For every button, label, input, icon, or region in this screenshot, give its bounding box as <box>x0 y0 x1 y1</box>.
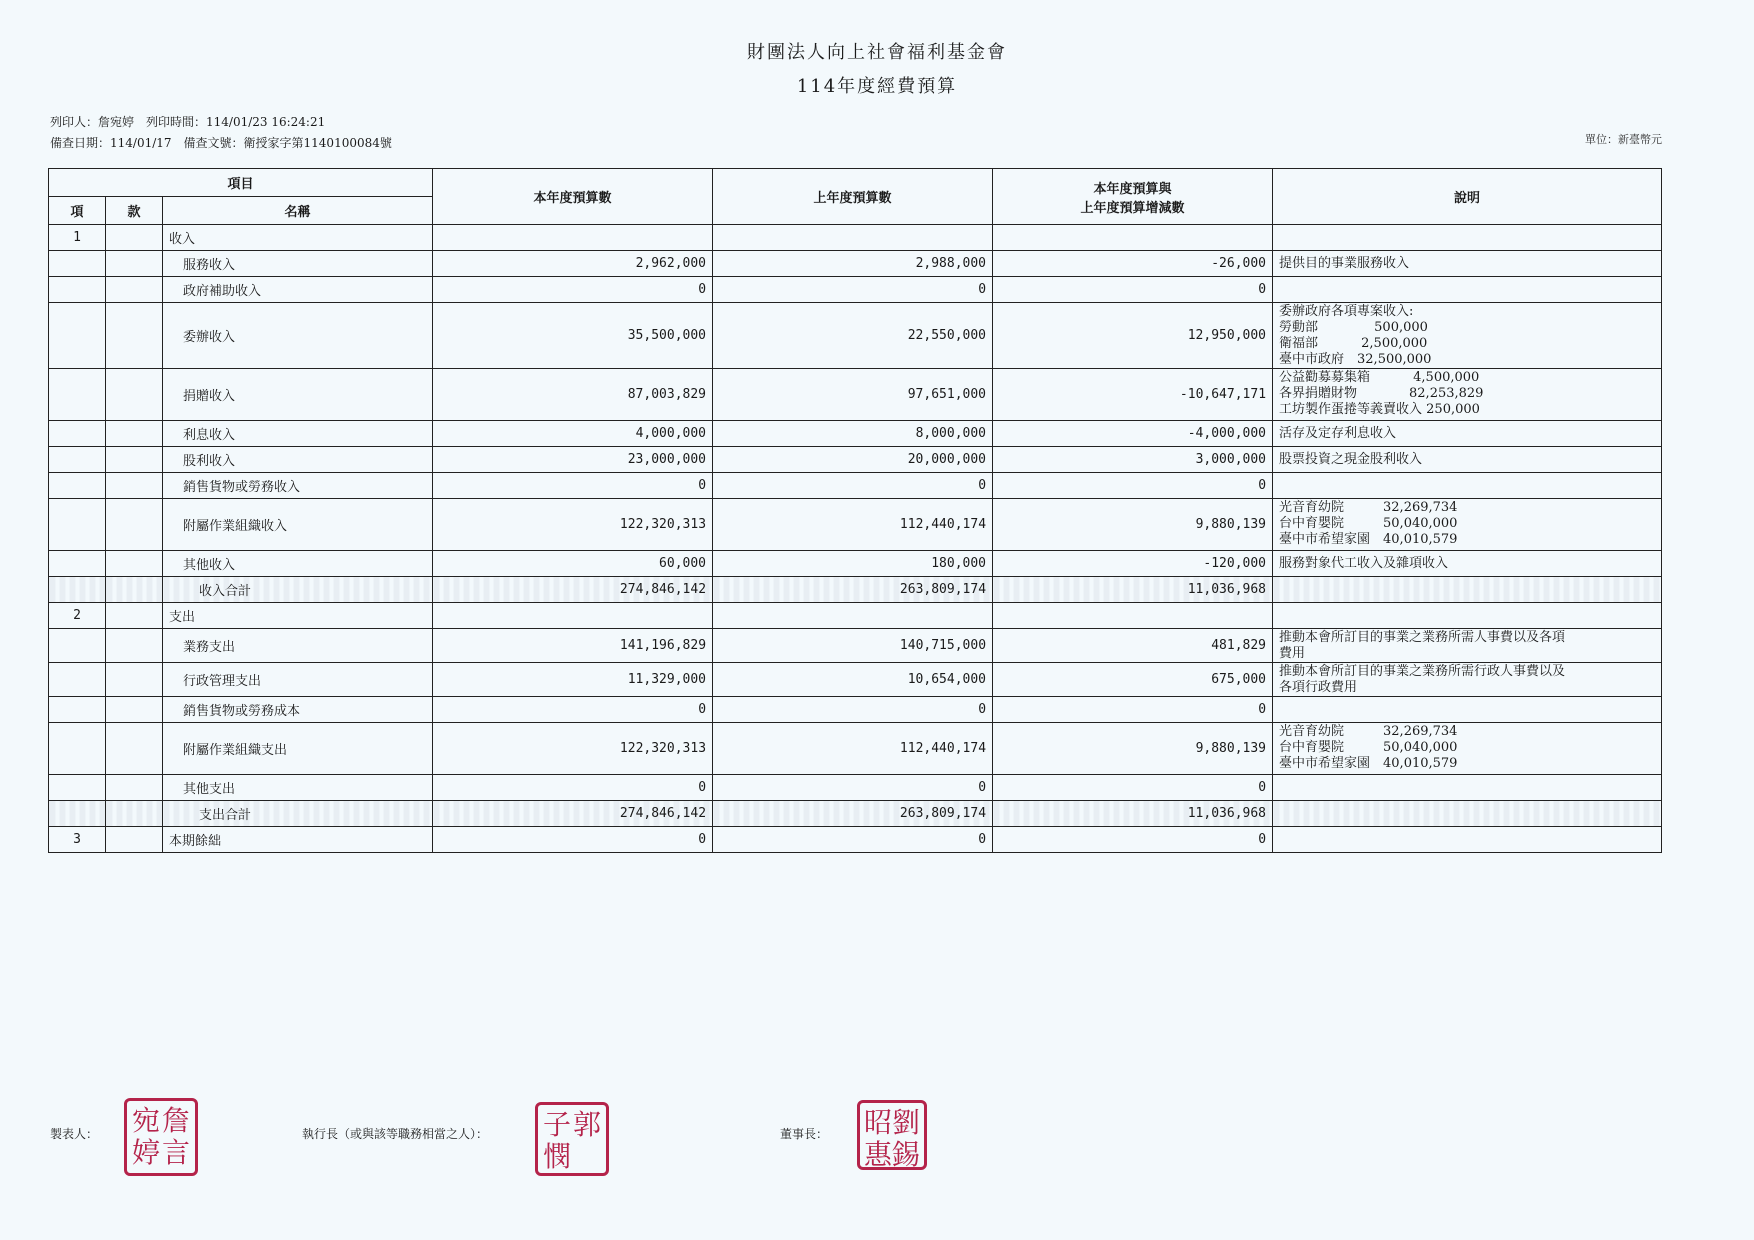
section-cell <box>106 603 163 629</box>
total-row <box>49 577 1662 603</box>
name-cell: 支出 <box>163 603 433 629</box>
current-budget-cell: 122,320,313 <box>433 499 713 551</box>
section-cell <box>106 499 163 551</box>
current-budget-cell: 0 <box>433 827 713 853</box>
current-budget-cell: 11,329,000 <box>433 663 713 697</box>
table-row <box>49 277 1662 303</box>
name-cell: 本期餘絀 <box>163 827 433 853</box>
section-cell <box>106 473 163 499</box>
previous-budget-cell: 0 <box>713 277 993 303</box>
difference-cell: -26,000 <box>993 251 1273 277</box>
previous-budget-cell <box>713 225 993 251</box>
header-note: 說明 <box>1273 169 1662 225</box>
difference-cell: 0 <box>993 473 1273 499</box>
name-cell: 銷售貨物或勞務成本 <box>163 697 433 723</box>
section-cell <box>106 277 163 303</box>
note-cell <box>1273 827 1662 853</box>
seal-char: 劉 <box>892 1106 921 1139</box>
difference-cell: -10,647,171 <box>993 369 1273 421</box>
current-budget-cell: 141,196,829 <box>433 629 713 663</box>
header-difference-line2: 上年度預算增減數 <box>1080 200 1185 216</box>
item-cell <box>49 303 106 369</box>
item-cell <box>49 447 106 473</box>
difference-cell: 675,000 <box>993 663 1273 697</box>
table-row <box>49 473 1662 499</box>
item-cell <box>49 775 106 801</box>
previous-budget-cell: 0 <box>713 473 993 499</box>
name-cell: 收入合計 <box>163 577 433 603</box>
previous-budget-cell: 2,988,000 <box>713 251 993 277</box>
name-cell: 服務收入 <box>163 251 433 277</box>
section-cell <box>106 303 163 369</box>
difference-cell: 12,950,000 <box>993 303 1273 369</box>
seal-char: 昭 <box>864 1106 893 1139</box>
previous-budget-cell: 20,000,000 <box>713 447 993 473</box>
table-row <box>49 447 1662 473</box>
current-budget-cell: 274,846,142 <box>433 801 713 827</box>
current-budget-cell: 274,846,142 <box>433 577 713 603</box>
table-row <box>49 629 1662 663</box>
section-cell <box>106 421 163 447</box>
section-cell <box>106 775 163 801</box>
total-row <box>49 801 1662 827</box>
current-budget-cell: 0 <box>433 277 713 303</box>
header-difference <box>993 169 1273 225</box>
section-cell <box>106 225 163 251</box>
current-budget-cell: 2,962,000 <box>433 251 713 277</box>
seal-char: 言 <box>161 1136 190 1169</box>
name-cell: 利息收入 <box>163 421 433 447</box>
current-budget-cell: 0 <box>433 697 713 723</box>
section-cell <box>106 629 163 663</box>
name-cell: 銷售貨物或勞務收入 <box>163 473 433 499</box>
difference-cell: 3,000,000 <box>993 447 1273 473</box>
note-cell <box>1273 603 1662 629</box>
table-row <box>49 369 1662 421</box>
previous-budget-cell: 10,654,000 <box>713 663 993 697</box>
table-row <box>49 251 1662 277</box>
ceo-seal <box>535 1102 609 1176</box>
seal-char: 錫 <box>892 1138 921 1171</box>
seal-char: 郭 <box>572 1108 601 1141</box>
note-cell <box>1273 775 1662 801</box>
note-cell <box>1273 697 1662 723</box>
previous-budget-cell <box>713 603 993 629</box>
name-cell: 其他支出 <box>163 775 433 801</box>
difference-cell: 11,036,968 <box>993 801 1273 827</box>
item-cell: 1 <box>49 225 106 251</box>
item-cell: 2 <box>49 603 106 629</box>
current-budget-cell: 87,003,829 <box>433 369 713 421</box>
header-item-group: 項目 <box>49 169 433 197</box>
item-cell <box>49 577 106 603</box>
name-cell: 支出合計 <box>163 801 433 827</box>
current-budget-cell <box>433 603 713 629</box>
item-cell <box>49 421 106 447</box>
seal-char: 憫 <box>542 1140 571 1173</box>
seal-char: 宛 <box>131 1104 160 1137</box>
difference-cell: 0 <box>993 827 1273 853</box>
note-cell: 活存及定存利息收入 <box>1273 421 1662 447</box>
note-cell: 光音育幼院 32,269,734 台中育嬰院 50,040,000 臺中市希望家園 40,010,579 <box>1273 723 1662 775</box>
difference-cell: 0 <box>993 697 1273 723</box>
currency-unit: 單位：新臺幣元 <box>1585 133 1662 146</box>
seal-char: 婷 <box>131 1136 160 1169</box>
current-budget-cell <box>433 225 713 251</box>
note-cell <box>1273 277 1662 303</box>
name-cell: 附屬作業組織支出 <box>163 723 433 775</box>
difference-cell <box>993 225 1273 251</box>
filing-info: 備查日期：114/01/17 備查文號：衛授家字第1140100084號 <box>50 136 392 150</box>
section-cell <box>106 827 163 853</box>
section-cell <box>106 551 163 577</box>
previous-budget-cell: 0 <box>713 775 993 801</box>
item-cell <box>49 663 106 697</box>
header-item: 項 <box>49 197 106 225</box>
seal-char: 詹 <box>161 1104 190 1137</box>
previous-budget-cell: 97,651,000 <box>713 369 993 421</box>
note-cell <box>1273 473 1662 499</box>
note-cell: 服務對象代工收入及雜項收入 <box>1273 551 1662 577</box>
header-difference-line1: 本年度預算與 <box>1093 181 1172 197</box>
current-budget-cell: 60,000 <box>433 551 713 577</box>
name-cell: 其他收入 <box>163 551 433 577</box>
note-cell: 委辦政府各項專案收入: 勞動部 500,000 衛福部 2,500,000 臺中市政府 32,500,000 <box>1273 303 1662 369</box>
organization-title: 財團法人向上社會福利基金會 <box>747 42 1007 63</box>
section-cell <box>106 369 163 421</box>
seal-char: 子 <box>542 1108 571 1141</box>
name-cell: 業務支出 <box>163 629 433 663</box>
difference-cell: 481,829 <box>993 629 1273 663</box>
table-row <box>49 775 1662 801</box>
note-cell: 公益勸募募集箱 4,500,000 各界捐贈財物 82,253,829 工坊製作蛋捲等義賣收入 250,000 <box>1273 369 1662 421</box>
item-cell <box>49 251 106 277</box>
table-row <box>49 551 1662 577</box>
difference-cell: 0 <box>993 277 1273 303</box>
current-budget-cell: 0 <box>433 775 713 801</box>
name-cell: 股利收入 <box>163 447 433 473</box>
section-cell <box>106 251 163 277</box>
category-row <box>49 225 1662 251</box>
difference-cell: 9,880,139 <box>993 499 1273 551</box>
category-row <box>49 827 1662 853</box>
previous-budget-cell: 140,715,000 <box>713 629 993 663</box>
note-cell: 股票投資之現金股利收入 <box>1273 447 1662 473</box>
previous-budget-cell: 263,809,174 <box>713 801 993 827</box>
previous-budget-cell: 22,550,000 <box>713 303 993 369</box>
chair-seal <box>857 1100 927 1170</box>
seal-char <box>572 1141 602 1173</box>
item-cell <box>49 629 106 663</box>
item-cell <box>49 551 106 577</box>
difference-cell: 11,036,968 <box>993 577 1273 603</box>
note-cell <box>1273 801 1662 827</box>
table-row <box>49 499 1662 551</box>
previous-budget-cell: 0 <box>713 827 993 853</box>
name-cell: 委辦收入 <box>163 303 433 369</box>
preparer-seal <box>124 1098 198 1176</box>
item-cell <box>49 369 106 421</box>
item-cell <box>49 473 106 499</box>
item-cell <box>49 499 106 551</box>
note-cell: 推動本會所訂目的事業之業務所需人事費以及各項 費用 <box>1273 629 1662 663</box>
item-cell <box>49 697 106 723</box>
item-cell <box>49 723 106 775</box>
document-title: 114年度經費預算 <box>796 76 958 97</box>
current-budget-cell: 23,000,000 <box>433 447 713 473</box>
current-budget-cell: 0 <box>433 473 713 499</box>
note-cell <box>1273 577 1662 603</box>
note-cell <box>1273 225 1662 251</box>
note-cell: 光音育幼院 32,269,734 台中育嬰院 50,040,000 臺中市希望家園 40,010,579 <box>1273 499 1662 551</box>
item-cell: 3 <box>49 827 106 853</box>
chair-label: 董事長： <box>780 1127 829 1141</box>
ceo-label: 執行長（或與該等職務相當之人）： <box>302 1127 489 1141</box>
name-cell: 捐贈收入 <box>163 369 433 421</box>
previous-budget-cell: 263,809,174 <box>713 577 993 603</box>
category-row <box>49 603 1662 629</box>
header-section: 款 <box>106 197 163 225</box>
name-cell: 行政管理支出 <box>163 663 433 697</box>
section-cell <box>106 447 163 473</box>
header-current-budget: 本年度預算數 <box>433 169 713 225</box>
previous-budget-cell: 112,440,174 <box>713 723 993 775</box>
name-cell: 收入 <box>163 225 433 251</box>
seal-char: 惠 <box>864 1138 893 1171</box>
note-cell: 推動本會所訂目的事業之業務所需行政人事費以及 各項行政費用 <box>1273 663 1662 697</box>
section-cell <box>106 697 163 723</box>
note-cell: 提供目的事業服務收入 <box>1273 251 1662 277</box>
current-budget-cell: 122,320,313 <box>433 723 713 775</box>
difference-cell: -4,000,000 <box>993 421 1273 447</box>
print-info: 列印人：詹宛婷 列印時間：114/01/23 16:24:21 <box>50 115 326 129</box>
previous-budget-cell: 112,440,174 <box>713 499 993 551</box>
difference-cell: 9,880,139 <box>993 723 1273 775</box>
current-budget-cell: 4,000,000 <box>433 421 713 447</box>
section-cell <box>106 663 163 697</box>
difference-cell: 0 <box>993 775 1273 801</box>
header-previous-budget: 上年度預算數 <box>713 169 993 225</box>
table-row <box>49 723 1662 775</box>
item-cell <box>49 801 106 827</box>
preparer-label: 製表人： <box>50 1127 99 1141</box>
previous-budget-cell: 180,000 <box>713 551 993 577</box>
difference-cell: -120,000 <box>993 551 1273 577</box>
current-budget-cell: 35,500,000 <box>433 303 713 369</box>
table-row <box>49 663 1662 697</box>
item-cell <box>49 277 106 303</box>
table-row <box>49 697 1662 723</box>
difference-cell <box>993 603 1273 629</box>
budget-table <box>48 168 1662 853</box>
section-cell <box>106 577 163 603</box>
name-cell: 附屬作業組織收入 <box>163 499 433 551</box>
header-name: 名稱 <box>163 197 433 225</box>
section-cell <box>106 801 163 827</box>
name-cell: 政府補助收入 <box>163 277 433 303</box>
table-row <box>49 303 1662 369</box>
previous-budget-cell: 0 <box>713 697 993 723</box>
previous-budget-cell: 8,000,000 <box>713 421 993 447</box>
table-row <box>49 421 1662 447</box>
section-cell <box>106 723 163 775</box>
